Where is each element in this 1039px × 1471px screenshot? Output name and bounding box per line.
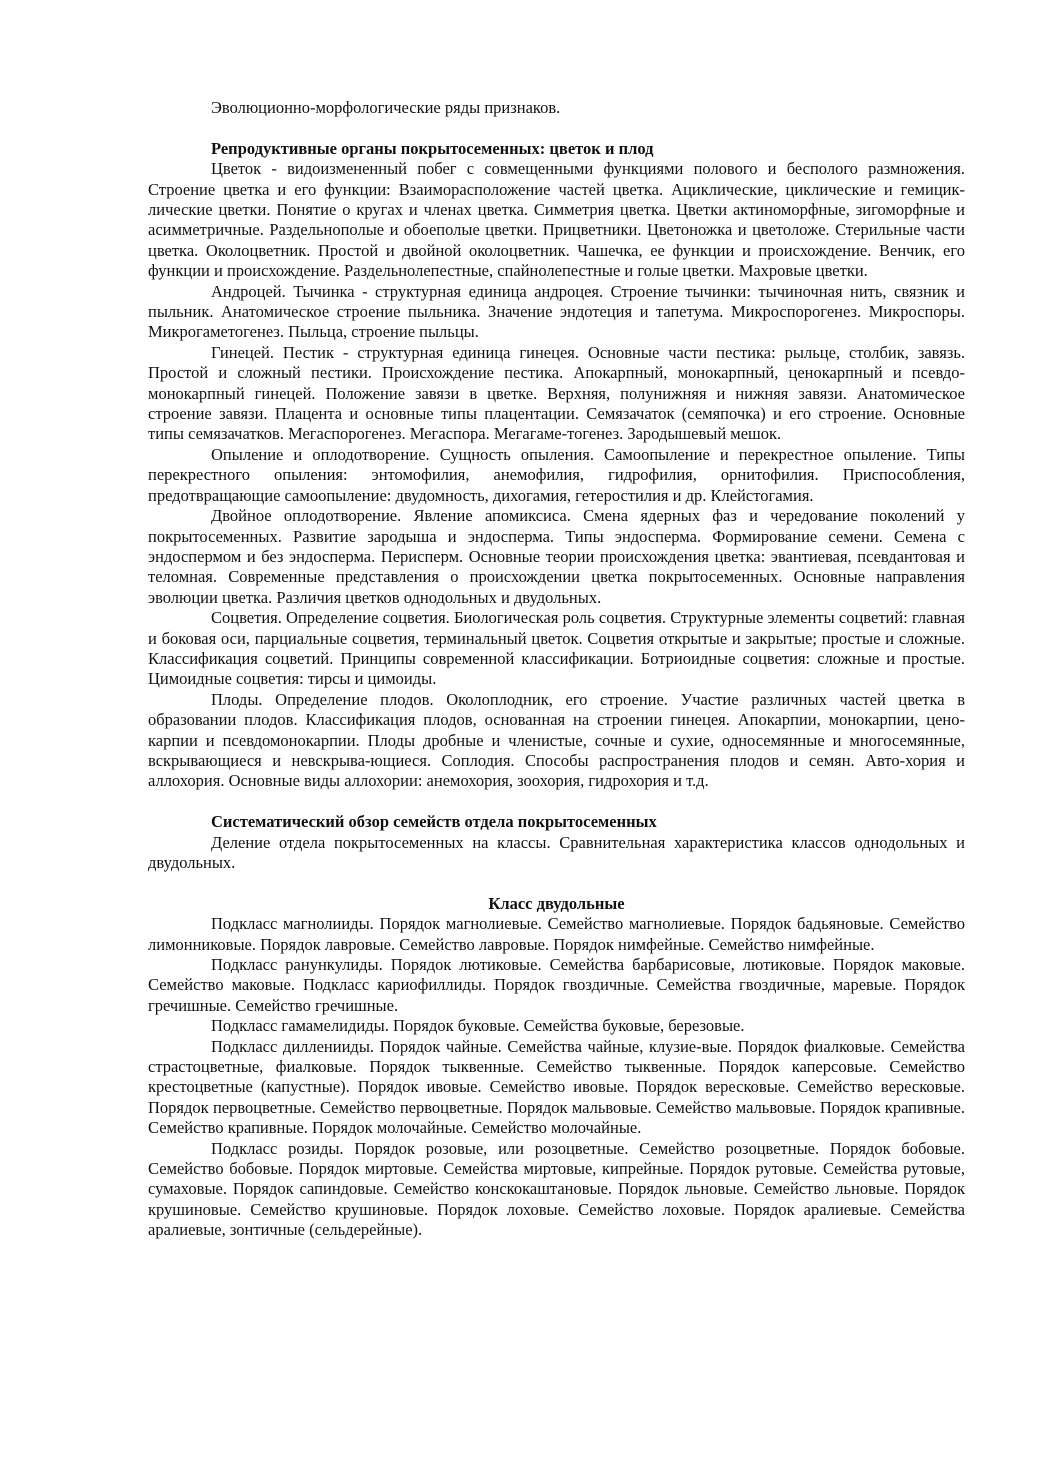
paragraph-double-fertilization: Двойное оплодотворение. Явление апомиксиса. Смена ядерных фаз и чередование поколений у покрытосеменных. Развитие зародыша и эндосперма. Типы эндосперма. Формирование семени. Семена с эндоспермом и без эндосперма. Перисперм. Основные теории происхождения цветка: эвантиевая, псевдантовая и теломная. Современные представления о происхождении цветка покрытосеменных. Основные направления эволюции цветка. Различия цветков однодольных и двудольных. bbox=[148, 506, 965, 607]
section-reproductive-organs bbox=[148, 139, 965, 792]
section-systematic-review bbox=[148, 812, 965, 873]
paragraph-flower: Цветок - видоизмененный побег с совмещенными функциями полового и бесполого размножения. Строение цветка и его функции: Взаиморасположение частей цветка. Ациклические, циклические и гемицик-лические цветки. Понятие о кругах и членах цветка. Симметрия цветка. Цветки актиноморфные, зигоморфные и асимметричные. Раздельнополые и обоеполые цветки. Прицветники. Цветоножка и цветоложе. Стерильные части цветка. Околоцветник. Простой и двойной околоцветник. Чашечка, ее функции и происхождение. Венчик, его функции и происхождение. Раздельнолепестные, спайнолепестные и голые цветки. Махровые цветки. bbox=[148, 159, 965, 281]
paragraph-rosids: Подкласс розиды. Порядок розовые, или розоцветные. Семейство розоцветные. Порядок бобовые. Семейство бобовые. Порядок миртовые. Семейства миртовые, кипрейные. Порядок рутовые. Семейства рутовые, сумаховые. Порядок сапиндовые. Семейство конскокаштановые. Порядок льновые. Семейство льновые. Порядок крушиновые. Семейство крушиновые. Порядок лоховые. Семейство лоховые. Порядок аралиевые. Семейства аралиевые, зонтичные (сельдерейные). bbox=[148, 1138, 965, 1240]
blank-line bbox=[148, 118, 965, 138]
paragraph-fruits: Плоды. Определение плодов. Околоплодник, его строение. Участие различных частей цветка в образовании плодов. Классификация плодов, основанная на строении гинецея. Апокарпии, монокарпии, цено-карпии и псевдомонокарпии. Плоды дробные и членистые, сочные и сухие, односемянные и многосемянные, вскрывающиеся и невскрыва-ющиеся. Соплодия. Способы распространения плодов и семян. Авто-хория и аллохория. Основные виды аллохории: анемохория, зоохория, гидрохория и т.д. bbox=[148, 689, 965, 791]
blank-line bbox=[148, 792, 965, 812]
paragraph-classes: Деление отдела покрытосеменных на классы. Сравнительная характеристика классов однодольных и двудольных. bbox=[148, 832, 965, 872]
section-heading: Репродуктивные органы покрытосеменных: цветок и плод bbox=[211, 138, 654, 158]
section-heading: Класс двудольные bbox=[488, 893, 625, 913]
section-dicots bbox=[148, 894, 965, 1241]
paragraph-gynoecium: Гинецей. Пестик - структурная единица гинецея. Основные части пестика: рыльце, столбик, завязь. Простой и сложный пестики. Происхождение пестика. Апокарпный, монокарпный, ценокарпный и псевдо-монокарпный гинецей. Положение завязи в цветке. Верхняя, полунижняя и нижняя завязи. Анатомическое строение завязи. Плацента и основные типы плацентации. Семязачаток (семяпочка) и его строение. Основные типы семязачатков. Мегаспорогенез. Мегаспора. Мегагаме-тогенез. Зародышевый мешок. bbox=[148, 342, 965, 444]
document-page bbox=[148, 98, 965, 1241]
section-heading: Систематический обзор семейств отдела покрытосеменных bbox=[211, 812, 657, 832]
paragraph-magnoliids: Подкласс магнолииды. Порядок магнолиевые. Семейство магнолиевые. Порядок бадьяновые. Семейство лимонниковые. Порядок лавровые. Семейство лавровые. Порядок нимфейные. Семейство нимфейные. bbox=[148, 914, 965, 954]
paragraph-inflorescences: Соцветия. Определение соцветия. Биологическая роль соцветия. Структурные элементы соцветий: главная и боковая оси, парциальные соцветия, терминальный цветок. Соцветия открытые и закрытые; простые и сложные. Классификация соцветий. Принципы современной классификации. Ботриоидные соцветия: сложные и простые. Цимоидные соцветия: тирсы и цимоиды. bbox=[148, 608, 965, 689]
paragraph-pollination: Опыление и оплодотворение. Сущность опыления. Самоопыление и перекрестное опыление. Типы перекрестного опыления: энтомофилия, анемофилия, гидрофилия, орнитофилия. Приспособления, предотвращающие самоопыление: двудомность, дихогамия, гетеростилия и др. Клейстогамия. bbox=[148, 444, 965, 505]
paragraph-hamamelids: Подкласс гамамелидиды. Порядок буковые. Семейства буковые, березовые. bbox=[211, 1016, 745, 1036]
blank-line bbox=[148, 873, 965, 893]
paragraph-ranunculids: Подкласс ранункулиды. Порядок лютиковые. Семейства барбарисовые, лютиковые. Порядок маковые. Семейство маковые. Подкласс кариофиллиды. Порядок гвоздичные. Семейства гвоздичные, маревые. Порядок гречишные. Семейство гречишные. bbox=[148, 955, 965, 1015]
paragraph-dilleniids: Подкласс дилленииды. Порядок чайные. Семейства чайные, клузие-вые. Порядок фиалковые. Семейства страстоцветные, фиалковые. Порядок тыквенные. Семейство тыквенные. Порядок каперсовые. Семейство крестоцветные (капустные). Порядок ивовые. Семейство ивовые. Порядок вересковые. Семейство вересковые. Порядок первоцветные. Семейство первоцветные. Порядок мальвовые. Семейство мальвовые. Порядок крапивные. Семейство крапивные. Порядок молочайные. Семейство молочайные. bbox=[148, 1036, 965, 1138]
intro-line: Эволюционно-морфологические ряды признаков. bbox=[211, 98, 561, 117]
paragraph-androecium: Андроцей. Тычинка - структурная единица андроцея. Строение тычинки: тычиночная нить, связник и пыльник. Анатомическое строение пыльника. Значение эндотеция и тапетума. Микроспорогенез. Микроспоры. Микрогаметогенез. Пыльца, строение пыльцы. bbox=[148, 281, 965, 342]
